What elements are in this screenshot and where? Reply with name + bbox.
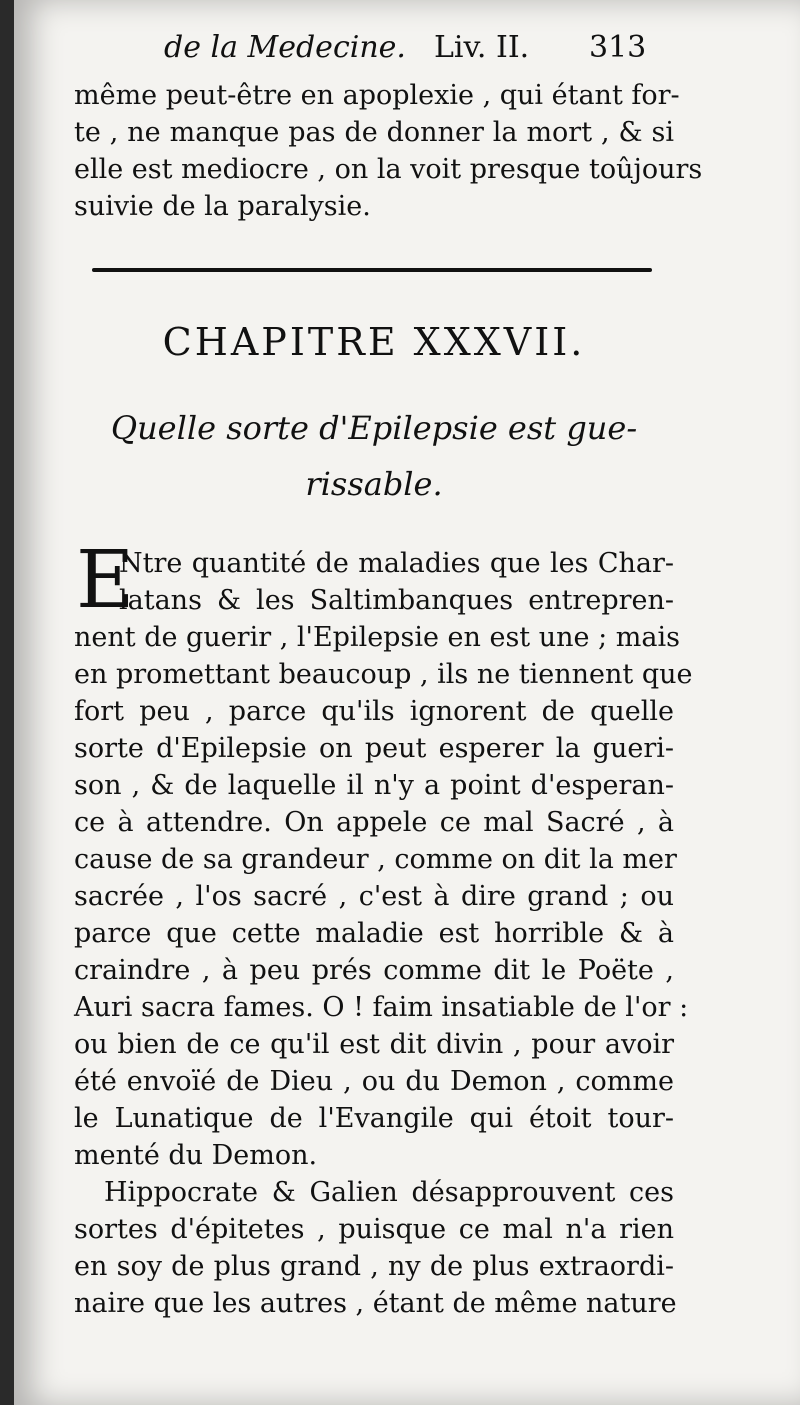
text-line: menté du Demon. bbox=[74, 1140, 318, 1171]
text-line: suivie de la paralysie. bbox=[74, 191, 371, 222]
chapter-title: CHAPITRE XXXVII. bbox=[162, 320, 586, 364]
drop-cap: E bbox=[76, 533, 135, 626]
text-line: ce à attendre. On appele ce mal Sacré , à bbox=[74, 807, 674, 838]
subtitle-line: rissable. bbox=[305, 465, 443, 503]
text-line: sacrée , l'os sacré , c'est à dire grand ; ou bbox=[74, 881, 674, 912]
text-line: sortes d'épitetes , puisque ce mal n'a rien bbox=[74, 1214, 674, 1245]
text-line: Hippocrate & Galien désapprouvent ces bbox=[104, 1177, 674, 1208]
text-line: le Lunatique de l'Evangile qui étoit tour- bbox=[74, 1103, 674, 1134]
text-line: même peut-être en apoplexie , qui étant for- bbox=[74, 80, 680, 111]
text-line: Auri sacra fames. O ! faim insatiable de l'or : bbox=[74, 992, 689, 1023]
header-book: Liv. II. bbox=[434, 30, 530, 65]
text-line: parce que cette maladie est horrible & à bbox=[74, 918, 674, 949]
text-line: été envoïé de Dieu , ou du Demon , comme bbox=[74, 1066, 674, 1097]
text-line: en promettant beaucoup , ils ne tiennent que bbox=[74, 659, 693, 690]
preceding-text bbox=[74, 77, 703, 225]
text-line: naire que les autres , étant de même nature bbox=[74, 1288, 677, 1319]
chapter-body bbox=[74, 545, 693, 1322]
book-page bbox=[14, 0, 800, 1405]
section-rule bbox=[92, 268, 652, 272]
chapter-subtitle bbox=[74, 400, 674, 512]
text-line: elle est mediocre , on la voit presque toûjours bbox=[74, 154, 703, 185]
text-line: craindre , à peu prés comme dit le Poëte , bbox=[74, 955, 674, 986]
text-line: sorte d'Epilepsie on peut esperer la gueri- bbox=[74, 733, 674, 764]
text-line: latans & les Saltimbanques entrepren- bbox=[119, 585, 674, 616]
text-line: te , ne manque pas de donner la mort , & si bbox=[74, 117, 674, 148]
header-title: de la Medecine. bbox=[164, 30, 406, 65]
text-line: son , & de laquelle il n'y a point d'esperan- bbox=[74, 770, 674, 801]
text-line: nent de guerir , l'Epilepsie en est une ; mais bbox=[74, 622, 680, 653]
running-header bbox=[164, 30, 724, 70]
page-number: 313 bbox=[589, 30, 647, 65]
text-line: en soy de plus grand , ny de plus extraordi- bbox=[74, 1251, 674, 1282]
text-line: cause de sa grandeur , comme on dit la mer bbox=[74, 844, 677, 875]
text-line: Ntre quantité de maladies que les Char- bbox=[119, 548, 674, 579]
text-line: fort peu , parce qu'ils ignorent de quelle bbox=[74, 696, 674, 727]
text-line: ou bien de ce qu'il est dit divin , pour avoir bbox=[74, 1029, 674, 1060]
subtitle-line: Quelle sorte d'Epilepsie est gue- bbox=[110, 409, 638, 447]
